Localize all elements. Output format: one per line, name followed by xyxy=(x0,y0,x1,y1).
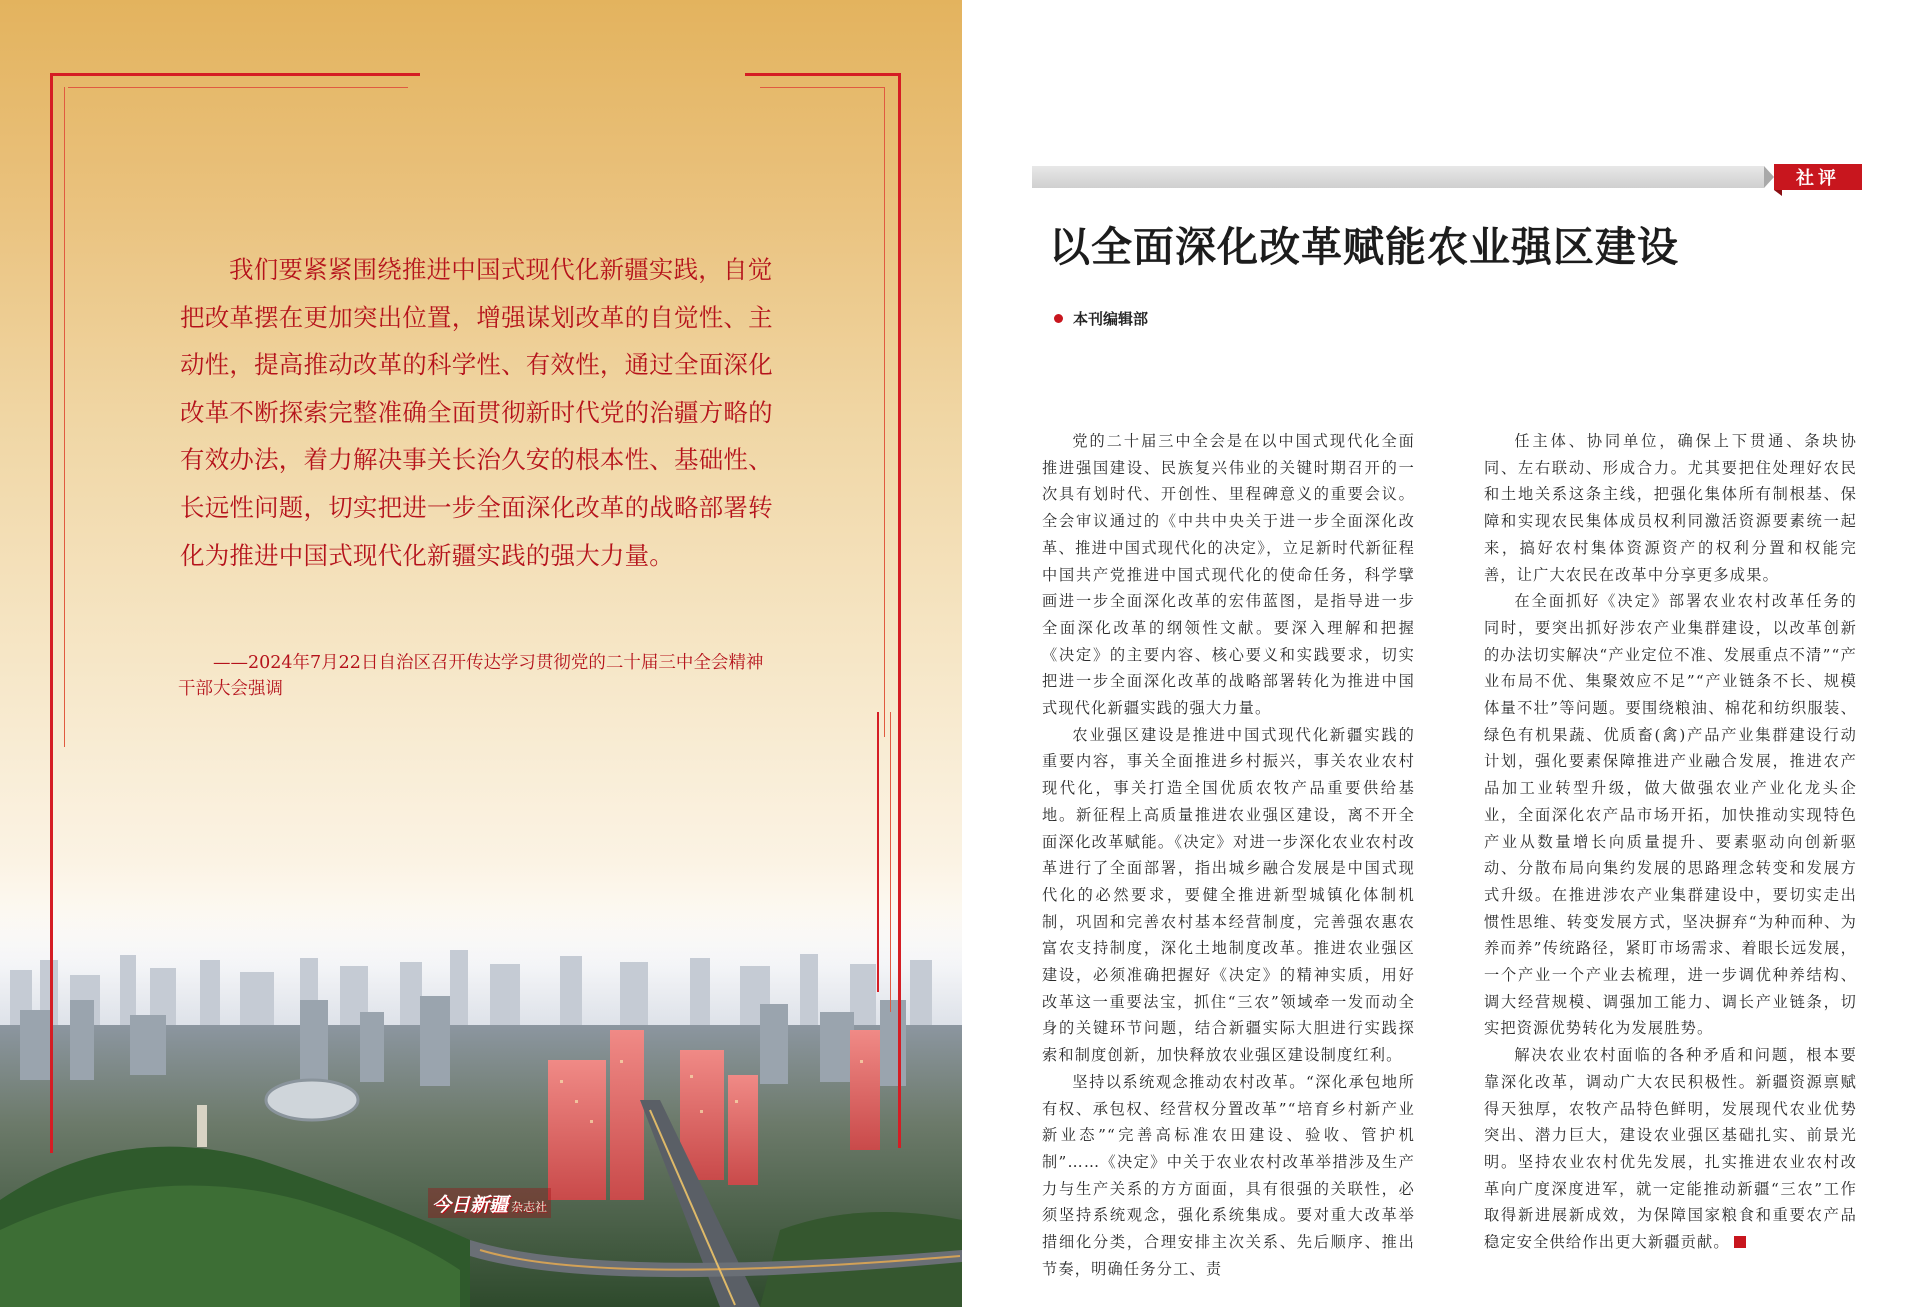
article-paragraph: 坚持以系统观念推动农村改革。“深化承包地所有权、承包权、经营权分置改革”“培育乡村新产业新业态”“完善高标准农田建设、验收、管护机制”……《决定》中关于农业农村改革举措涉及生产力与生产关系的方方面面，具有很强的关联性，必须坚持系统观念，强化系统集成。要对重大改革举措细化分类，合理安排主次关系、先后顺序、推出节奏，明确任务分工、责 xyxy=(1042,1072,1415,1278)
quote-text: 我们要紧紧围绕推进中国式现代化新疆实践，自觉把改革摆在更加突出位置，增强谋划改革的自觉性、主动性，提高推动改革的科学性、有效性，通过全面深化改革不断探索完整准确全面贯彻新时代党的治疆方略的有效办法，着力解决事关长治久安的根本性、基础性、长远性问题，切实把进一步全面深化改革的战略部署转化为推进中国式现代化新疆实践的强大力量。 xyxy=(180,255,773,570)
article-paragraph: 任主体、协同单位，确保上下贯通、条块协同、左右联动、形成合力。尤其要把住处理好农民和土地关系这条主线，把强化集体所有制根基、保障和实现农民集体成员权利同激活资源要素统一起来，搞好农村集体资源资产的权利分置和权能完善，让广大农民在改革中分享更多成果。 xyxy=(1484,432,1857,584)
frame-right-v xyxy=(898,73,901,1148)
article-column-right xyxy=(1484,428,1857,1256)
section-tag-corner xyxy=(1774,190,1782,196)
logo-sub-text: 杂志社 xyxy=(511,1200,548,1214)
frame-right-accent-1 xyxy=(877,712,879,992)
city-aerial-photo xyxy=(0,900,962,1307)
right-page xyxy=(962,0,1920,1307)
article-paragraph: 在全面抓好《决定》部署农业农村改革任务的同时，要突出抓好涉农产业集群建设，以改革创新的办法切实解决“产业定位不准、发展重点不清”“产业布局不优、集聚效应不足”“产业链条不长、规模体量不壮”等问题。要围绕粮油、棉花和纺织服装、绿色有机果蔬、优质畜(禽)产品产业集群建设行动计划，强化要素保障推进产业融合发展，推进农产品加工业转型升级，做大做强农业产业化龙头企业，全面深化农产品市场开拓，加快推动实现特色产业从数量增长向质量提升、要素驱动向创新驱动、分散布局向集约发展的思路理念转变和发展方式升级。在推进涉农产业集群建设中，要切实走出惯性思维、转变发展方式，坚决摒弃“为种而种、为养而养”传统路径，紧盯市场需求、着眼长远发展，一个产业一个产业去梳理，进一步调优种养结构、调大经营规模、调强加工能力、调长产业链条，切实把资源优势转化为发展胜势。 xyxy=(1484,592,1857,1038)
article-paragraph-last xyxy=(1484,1042,1857,1256)
frame-top-right-h xyxy=(745,73,900,76)
article-last-paragraph-text: 解决农业农村面临的各种矛盾和问题，根本要靠深化改革，调动广大农民积极性。新疆资源禀赋得天独厚，农牧产品特色鲜明，发展现代农业优势突出、潜力巨大，建设农业强区基础扎实、前景光明。坚持农业农村优先发展，扎实推进农业农村改革向广度深度进军，就一定能推动新疆“三农”工作取得新进展新成效，为保障国家粮食和重要农产品稳定安全供给作出更大新疆贡献。 xyxy=(1484,1046,1857,1252)
article-column-left xyxy=(1042,428,1415,1283)
quote-attribution: ——2024年7月22日自治区召开传达学习贯彻党的二十届三中全会精神干部大会强调 xyxy=(178,653,764,699)
frame-left-inner-v xyxy=(64,87,65,747)
end-mark-icon xyxy=(1734,1236,1746,1248)
bullet-dot-icon xyxy=(1054,314,1063,323)
article-paragraph: 农业强区建设是推进中国式现代化新疆实践的重要内容，事关全面推进乡村振兴，事关农业农村现代化，事关打造全国优质农牧产品重要供给基地。新征程上高质量推进农业强区建设，离不开全面深化改革赋能。《决定》对进一步深化农业农村改革进行了全面部署，指出城乡融合发展是中国式现代化的必然要求，要健全推进新型城镇化体制机制，巩固和完善农村基本经营制度，完善强农惠农富农支持制度，深化土地制度改革。推进农业强区建设，必须准确把握好《决定》的精神实质，用好改革这一重要法宝，抓住“三农”领域牵一发而动全身的关键环节问题，结合新疆实际大胆进行实践探索和制度创新，加快释放农业强区建设制度红利。 xyxy=(1042,725,1415,1065)
byline xyxy=(1054,308,1148,329)
section-tag: 社评 xyxy=(1774,164,1862,190)
frame-right-accent-2 xyxy=(890,712,891,1012)
frame-top-right-inner xyxy=(760,87,885,88)
frame-top-left-inner xyxy=(68,87,408,88)
frame-right-inner-v xyxy=(884,87,885,737)
article-paragraph: 党的二十届三中全会是在以中国式现代化全面推进强国建设、民族复兴伟业的关键时期召开的一次具有划时代、开创性、里程碑意义的重要会议。全会审议通过的《中共中央关于进一步全面深化改革、推进中国式现代化的决定》，立足新时代新征程中国共产党推进中国式现代化的使命任务，科学擘画进一步全面深化改革的宏伟蓝图，是指导进一步全面深化改革的纲领性文献。要深入理解和把握《决定》的主要内容、核心要义和实践要求，切实把进一步全面深化改革的战略部署转化为推进中国式现代化新疆实践的强大力量。 xyxy=(1042,432,1415,718)
section-header-bar xyxy=(1032,166,1764,188)
article-title: 以全面深化改革赋能农业强区建设 xyxy=(1049,223,1679,271)
frame-top-left-h xyxy=(50,73,420,76)
publisher-logo xyxy=(428,1188,551,1218)
frame-left-v xyxy=(50,73,53,1153)
logo-main-text: 今日新疆 xyxy=(432,1194,509,1216)
byline-author: 本刊编辑部 xyxy=(1073,310,1149,328)
section-bar-fold xyxy=(1764,166,1774,188)
